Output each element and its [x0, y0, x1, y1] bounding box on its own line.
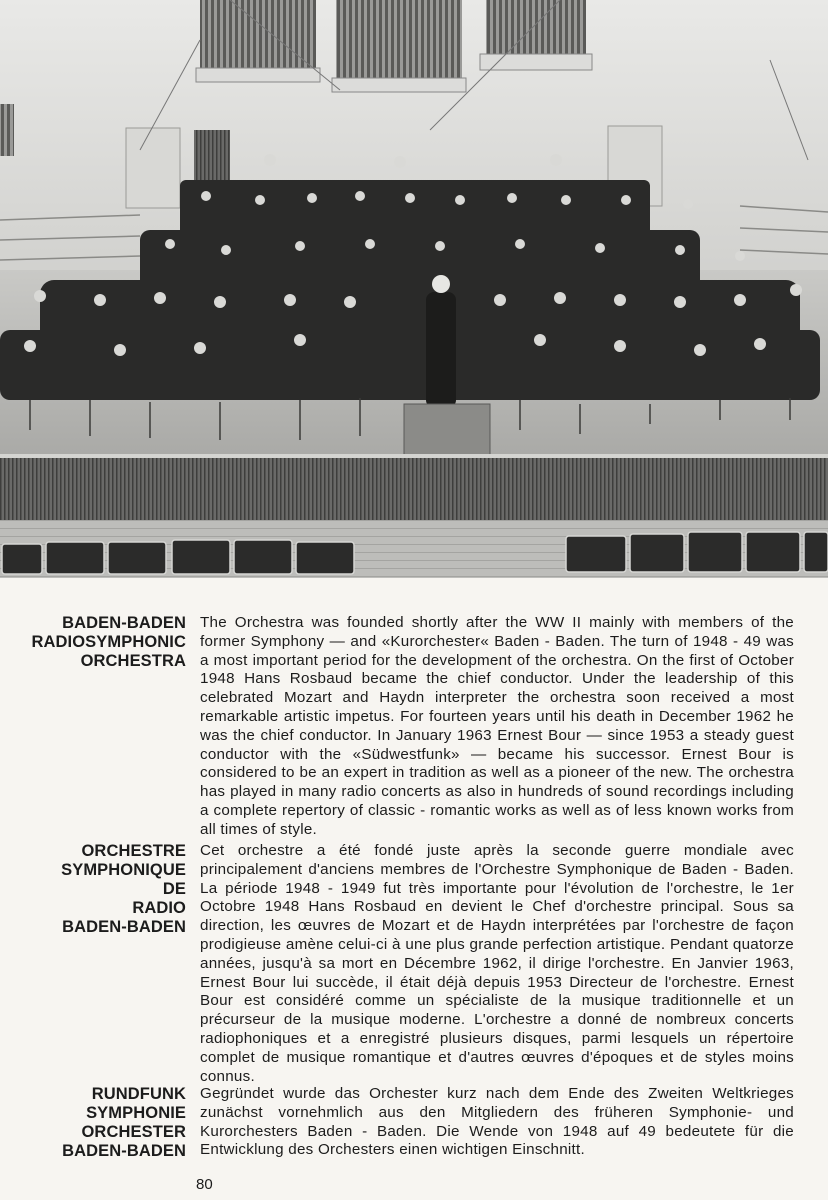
section-body-text: Cet orchestre a été fondé juste après la seconde guerre mondiale avec principalement d'anciens membres de l'Orchestre Symphonique de Baden - Baden. La période 1948 - 1949 fut très importante pour l'évolution de l'orchestre, le 1er Octobre 1948 Hans Rosbaud en devient le Chef d'orchestre principal. Sous sa direction, les œuvres de Mozart et de Haydn interprétées par l'orchestre de façon prodigieuse amène celui-ci à une plus grande perfection artistique. Pendant quatorze années, jusqu'à sa mort en Décembre 1962, il dirige l'orchestre. En Janvier 1963, Ernest Bour lui succède, il était déjà depuis 1953 Directeur de l'orchestre. Ernest Bour est considéré comme un spécialiste de la musique traditionnelle et un précurseur de la musique moderne. L'orchestre a donné de nombreux concerts radiophoniques et a enregistré plusieurs disques, parmi lesquels un répertoire complet de musique romantique et d'autres œuvres d'époques et de styles moins connus. — [200, 842, 794, 1085]
heading-line: BADEN-BADEN — [62, 1142, 186, 1160]
heading-line: ORCHESTRE — [81, 842, 186, 860]
heading-line: ORCHESTER — [81, 1123, 186, 1141]
heading-line: SYMPHONIE — [86, 1104, 186, 1122]
section-heading — [0, 842, 186, 937]
heading-line: RUNDFUNK — [91, 1085, 186, 1103]
section-heading — [0, 614, 186, 671]
heading-line: BADEN-BADEN — [62, 918, 186, 936]
orchestra-photo-drawing — [0, 0, 828, 578]
section-body-text: The Orchestra was founded shortly after the WW II mainly with members of the former Symphony — and «Kurorchester« Baden - Baden. The turn of 1948 - 49 was a most important period for the development of the orchestra. On the first of October 1948 Hans Rosbaud became the chief conductor. Under the leadership of this celebrated Mozart and Haydn interpreter the orchestra soon received a most remarkable artistic impetus. For fourteen years until his death in December 1962 he was the chief conductor. In January 1963 Ernest Bour — since 1953 a steady guest conductor with the «Südwestfunk» — became his successor. Ernest Bour is considered to be an expert in tradition as well as a pioneer of the new. The orchestra has played in many radio concerts as also in hundreds of sound recordings including a complete repertory of classic - romantic works as well as of less known works from all times of style. — [200, 614, 794, 838]
heading-line: DE — [162, 880, 186, 898]
page-number: 80 — [196, 1176, 213, 1193]
section-heading — [0, 1085, 186, 1161]
heading-line: ORCHESTRA — [80, 652, 186, 670]
section-body-text: Gegründet wurde das Orchester kurz nach dem Ende des Zweiten Weltkrieges zunächst vornehmlich aus den Mitgliedern des früheren Symphonie- und Kurorchesters Baden - Baden. Die Wende von 1948 auf 49 bedeutete für die Entwicklung des Orchesters einen wichtigen Einschnitt. — [200, 1085, 794, 1159]
orchestra-photo — [0, 0, 828, 578]
heading-line: RADIO — [132, 899, 186, 917]
heading-line: RADIOSYMPHONIC — [31, 633, 186, 651]
heading-line: BADEN-BADEN — [62, 614, 186, 632]
heading-line: SYMPHONIQUE — [61, 861, 186, 879]
